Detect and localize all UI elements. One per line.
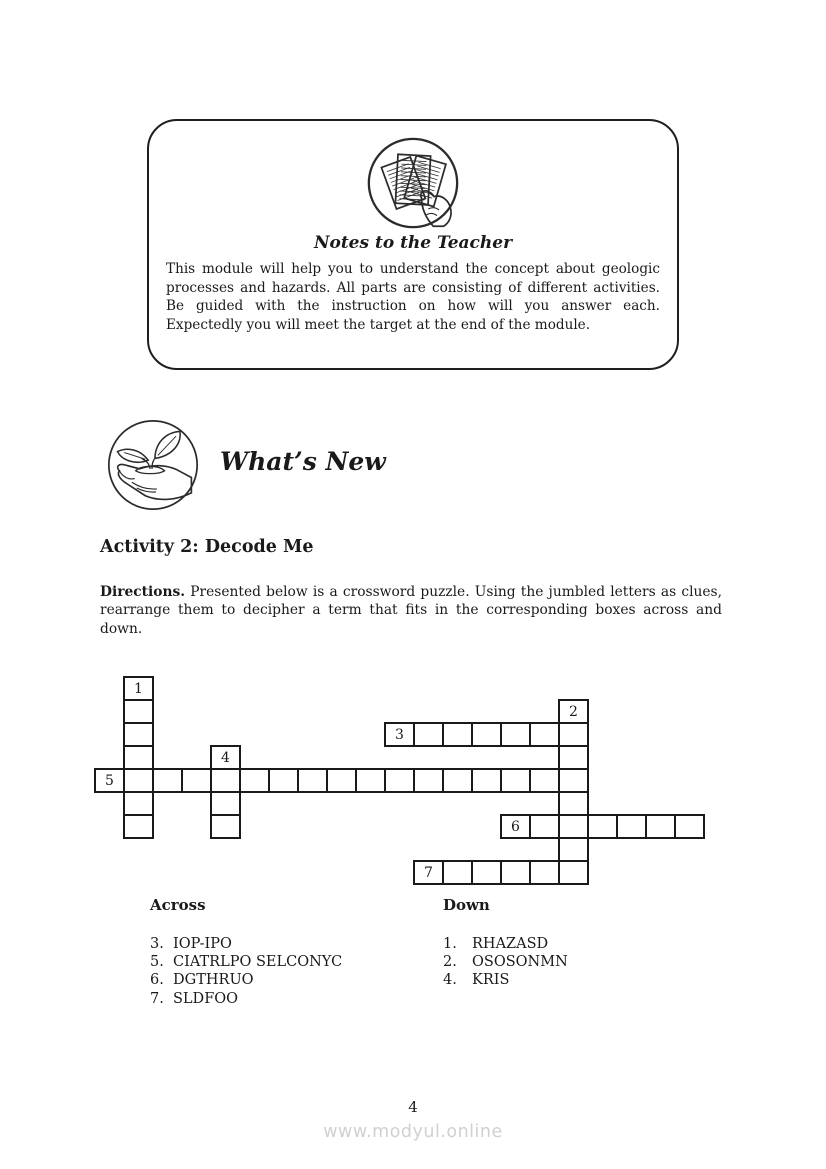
- clue-text: IOP-IPO: [173, 936, 232, 952]
- crossword-cell: [558, 722, 589, 747]
- crossword-number: 3: [395, 726, 404, 743]
- crossword-cell: [123, 722, 154, 747]
- clue-number: 7.: [150, 990, 164, 1007]
- clue-item: [443, 935, 568, 953]
- crossword-cell: [123, 676, 154, 701]
- crossword-number: 7: [424, 864, 433, 881]
- crossword-cell: [558, 768, 589, 793]
- clue-number: 6.: [150, 972, 164, 989]
- crossword-cell: [442, 768, 473, 793]
- crossword-cell: [413, 768, 444, 793]
- across-header: Across: [150, 896, 206, 914]
- clue-text: OSOSONMN: [472, 954, 568, 971]
- clues-across-section: [150, 896, 342, 1008]
- crossword-number: 2: [569, 703, 578, 720]
- crossword-cell: [413, 722, 444, 747]
- crossword-cell: [123, 814, 154, 839]
- crossword-cell: [152, 768, 183, 793]
- crossword-cell: [210, 745, 241, 770]
- clue-number: 4.: [443, 972, 457, 989]
- crossword-number: 1: [134, 680, 143, 697]
- across-list: [150, 935, 342, 1008]
- crossword-cell: [674, 814, 705, 839]
- crossword-cell: [500, 722, 531, 747]
- activity-title: Activity 2: Decode Me: [100, 537, 314, 557]
- notes-box-body: This module will help you to understand the concept about geologic processes and hazards. All parts are consisting of different activities. Be guided with the instruction on how will you answer each. Expectedly you will meet the target at the end of the module.: [166, 261, 660, 333]
- crossword-number: 5: [105, 772, 114, 789]
- crossword-cell: [558, 791, 589, 816]
- crossword-cell: [268, 768, 299, 793]
- crossword-cell: [181, 768, 212, 793]
- clue-text: RHAZASD: [472, 936, 549, 952]
- papers-in-hand-icon: [365, 135, 461, 231]
- hand-seedling-icon: [105, 417, 201, 513]
- crossword-cell: [471, 768, 502, 793]
- clue-item: [443, 953, 568, 971]
- clue-number: 2.: [443, 954, 457, 971]
- crossword-cell: [210, 768, 241, 793]
- clue-text: SLDFOO: [173, 990, 239, 1007]
- crossword-cell: [94, 768, 125, 793]
- crossword-cell: [558, 699, 589, 724]
- down-list: [443, 935, 568, 990]
- crossword-cell: [239, 768, 270, 793]
- crossword-cell: [558, 745, 589, 770]
- directions-paragraph: [100, 583, 722, 638]
- crossword-cell: [529, 722, 560, 747]
- crossword-cell: [500, 768, 531, 793]
- clue-item: [150, 990, 342, 1008]
- crossword-number: 6: [511, 818, 520, 835]
- crossword-cell: [471, 860, 502, 885]
- notes-box-title: Notes to the Teacher: [313, 233, 513, 253]
- watermark-text: www.modyul.online: [323, 1122, 503, 1142]
- crossword-cell: [471, 722, 502, 747]
- crossword-cell: [529, 860, 560, 885]
- crossword-cell: [558, 814, 589, 839]
- clue-text: KRIS: [472, 972, 510, 989]
- crossword-cell: [210, 791, 241, 816]
- clue-item: [150, 935, 342, 953]
- crossword-cell: [500, 814, 531, 839]
- crossword-cell: [442, 860, 473, 885]
- crossword-cell: [529, 768, 560, 793]
- directions-label: Directions.: [100, 584, 186, 600]
- crossword-grid: [94, 676, 709, 888]
- crossword-cell: [210, 814, 241, 839]
- crossword-cell: [123, 699, 154, 724]
- clue-text: CIATRLPO SELCONYC: [173, 954, 343, 971]
- crossword-cell: [442, 722, 473, 747]
- crossword-cell: [529, 814, 560, 839]
- clue-text: DGTHRUO: [173, 972, 254, 989]
- clue-number: 5.: [150, 954, 164, 971]
- clue-item: [443, 971, 568, 989]
- crossword-cell: [558, 860, 589, 885]
- notes-to-teacher-box: [147, 119, 679, 370]
- crossword-cell: [413, 860, 444, 885]
- crossword-cell: [558, 837, 589, 862]
- crossword-number: 4: [221, 749, 230, 766]
- clue-item: [150, 953, 342, 971]
- crossword-cell: [355, 768, 386, 793]
- crossword-cell: [645, 814, 676, 839]
- clues-down-section: [443, 896, 568, 990]
- crossword-cell: [123, 791, 154, 816]
- crossword-cell: [500, 860, 531, 885]
- clue-item: [150, 971, 342, 989]
- crossword-cell: [326, 768, 357, 793]
- crossword-cell: [123, 745, 154, 770]
- whats-new-title: What’s New: [220, 447, 386, 476]
- clue-number: 3.: [150, 936, 164, 952]
- crossword-cell: [587, 814, 618, 839]
- down-header: Down: [443, 896, 490, 914]
- crossword-cell: [123, 768, 154, 793]
- clue-number: 1.: [443, 936, 457, 952]
- directions-text: Presented below is a crossword puzzle. Using the jumbled letters as clues, rearrange them to decipher a term that fits in the corresponding boxes across and down.: [100, 584, 722, 637]
- crossword-cell: [616, 814, 647, 839]
- crossword-cell: [297, 768, 328, 793]
- crossword-cell: [384, 768, 415, 793]
- crossword-cell: [384, 722, 415, 747]
- page-number: 4: [408, 1098, 418, 1116]
